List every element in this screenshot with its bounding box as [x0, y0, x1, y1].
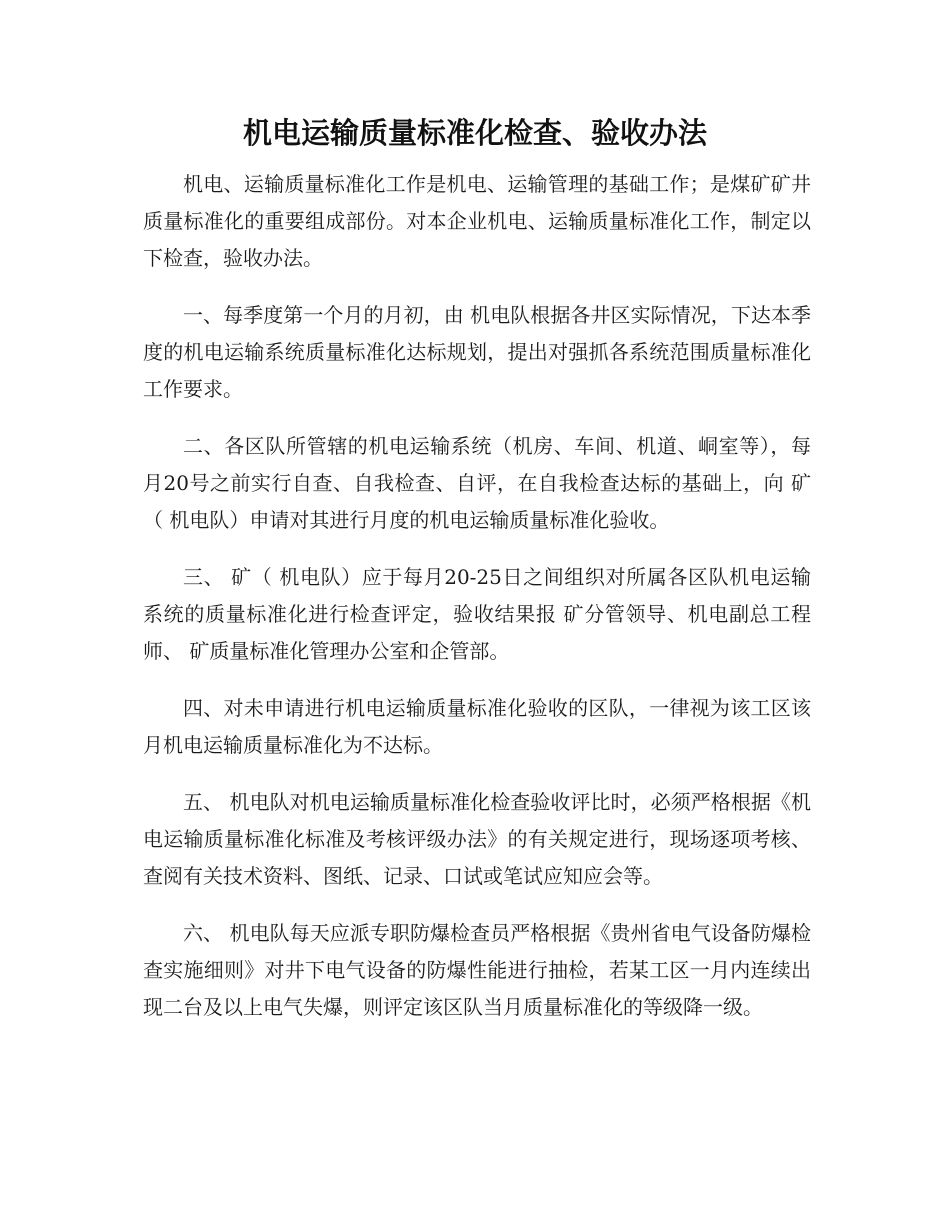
- paragraph-item-4: 四、对未申请进行机电运输质量标准化验收的区队，一律视为该工区该月机电运输质量标准化为不达标。: [143, 696, 811, 757]
- paragraph-item-3: 三、 矿（ 机电队）应于每月20-25日之间组织对所属各区队机电运输系统的质量标准化进行检查评定，验收结果报 矿分管领导、机电副总工程师、 矿质量标准化管理办公室和企管部。: [143, 565, 811, 663]
- document-title: 机电运输质量标准化检查、验收办法: [242, 116, 707, 150]
- paragraph-item-1: 一、每季度第一个月的月初，由 机电队根据各井区实际情况，下达本季度的机电运输系统质量标准化达标规划，提出对强抓各系统范围质量标准化工作要求。: [143, 303, 811, 401]
- paragraph-item-5: 五、 机电队对机电运输质量标准化检查验收评比时，必须严格根据《机电运输质量标准化标准及考核评级办法》的有关规定进行，现场逐项考核、查阅有关技术资料、图纸、记录、口试或笔试应知应会等。: [143, 790, 811, 888]
- paragraph-item-2: 二、各区队所管辖的机电运输系统（机房、车间、机道、峒室等），每月20号之前实行自查、自我检查、自评，在自我检查达标的基础上，向 矿（ 机电队）申请对其进行月度的机电运输质量标准化验收。: [143, 434, 811, 532]
- paragraph-intro: 机电、运输质量标准化工作是机电、运输管理的基础工作；是煤矿矿井质量标准化的重要组成部份。对本企业机电、运输质量标准化工作，制定以下检查，验收办法。: [143, 172, 811, 270]
- paragraph-item-6: 六、 机电队每天应派专职防爆检查员严格根据《贵州省电气设备防爆检查实施细则》对井下电气设备的防爆性能进行抽检，若某工区一月内连续出现二台及以上电气失爆，则评定该区队当月质量标准化的等级降一级。: [143, 921, 811, 1019]
- document-body: [143, 166, 811, 1046]
